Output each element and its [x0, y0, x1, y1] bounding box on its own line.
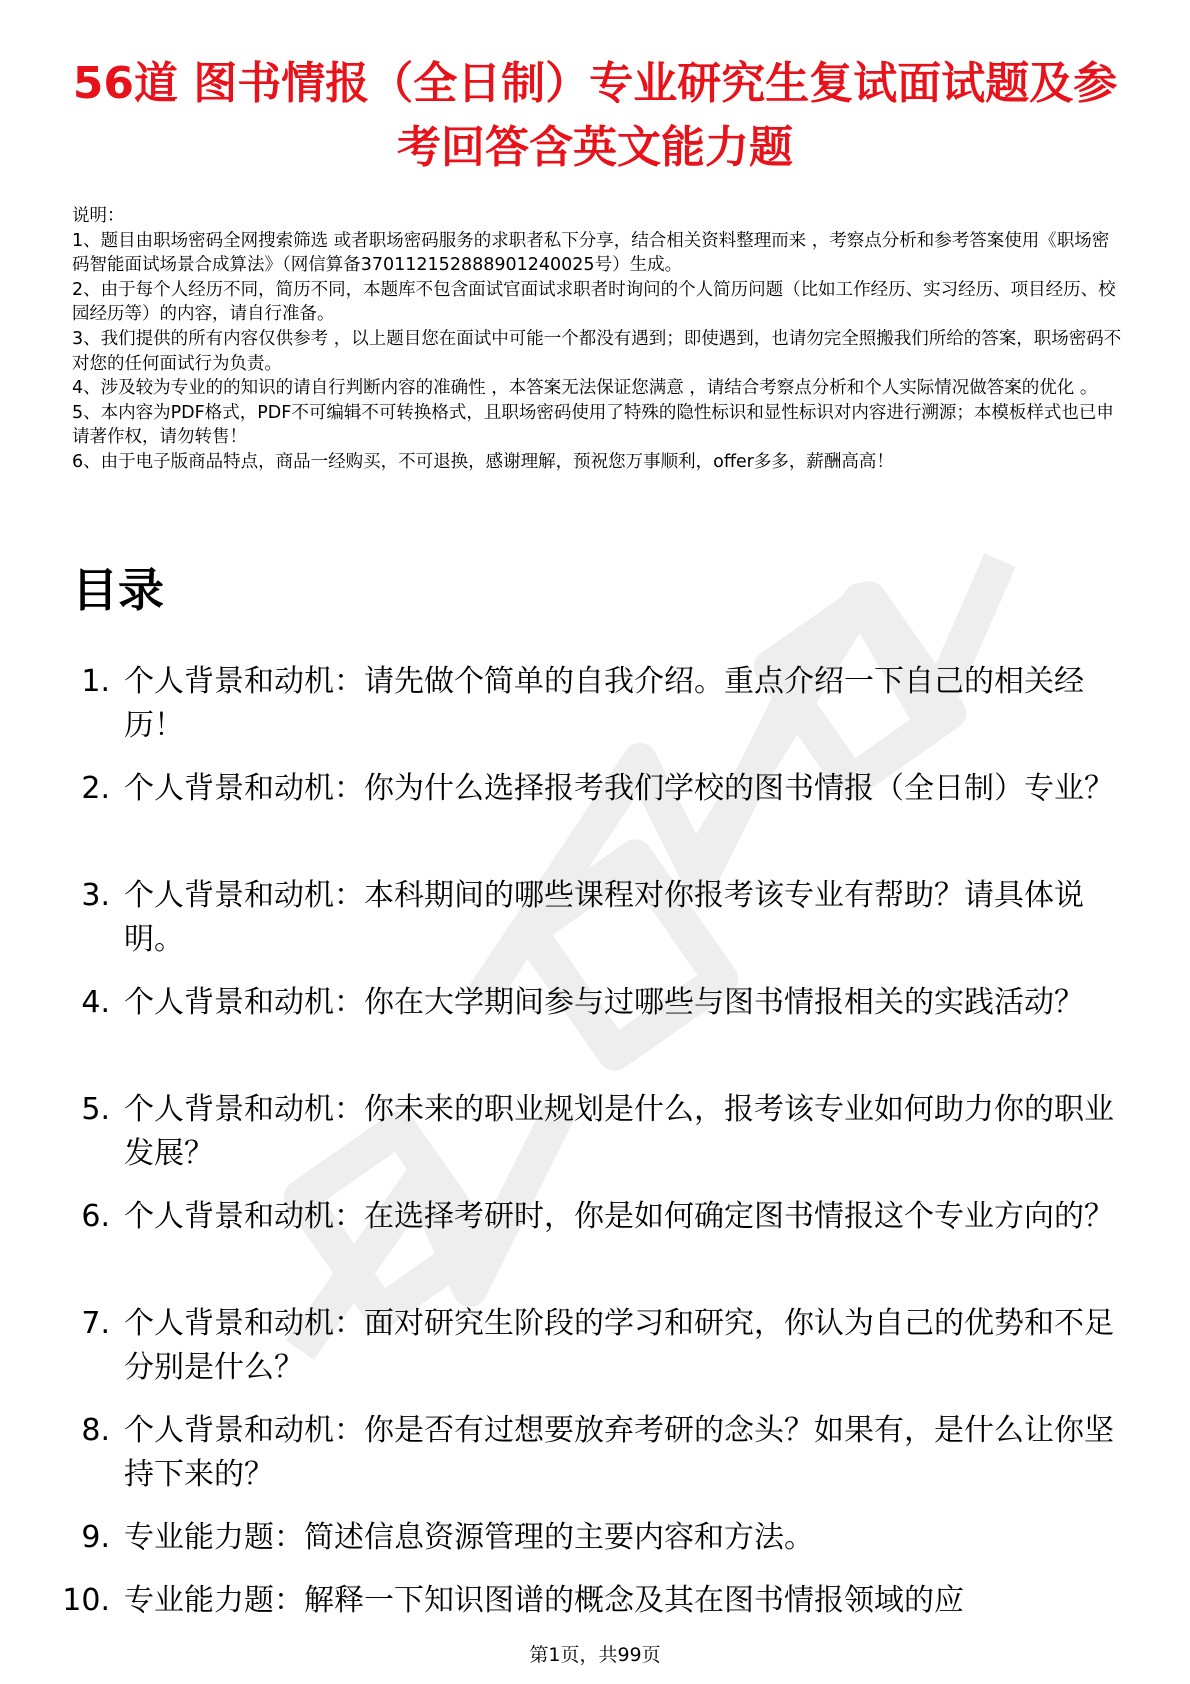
- toc-heading: 目录: [72, 563, 164, 617]
- toc-item-number: 7.: [81, 1306, 110, 1341]
- note-item: 6、由于电子版商品特点，商品一经购买，不可退换，感谢理解，预祝您万事顺利，offer多多，薪酬高高！: [72, 451, 894, 472]
- toc-item-number: 5.: [81, 1092, 110, 1127]
- toc-item-text: 个人背景和动机：在选择考研时，你是如何确定图书情报这个专业方向的？: [124, 1199, 1114, 1234]
- toc-item[interactable]: [60, 1579, 1120, 1623]
- toc-item-text: 个人背景和动机：本科期间的哪些课程对你报考该专业有帮助？请具体说明。: [124, 878, 1084, 957]
- toc-item[interactable]: [60, 660, 1120, 748]
- toc-item-number: 3.: [81, 878, 110, 913]
- note-item: 2、由于每个人经历不同，简历不同，本题库不包含面试官面试求职者时询问的个人简历问题（比如工作经历、实习经历、项目经历、校园经历等）的内容，请自行准备。: [72, 279, 1116, 325]
- toc-item-number: 8.: [81, 1413, 110, 1448]
- toc-item-text: 专业能力题：简述信息资源管理的主要内容和方法。: [124, 1520, 814, 1555]
- toc-item[interactable]: [60, 1195, 1120, 1283]
- notes-heading: 说明：: [72, 206, 125, 226]
- note-item: 5、本内容为PDF格式，PDF不可编辑不可转换格式，且职场密码使用了特殊的隐性标识和显性标识对内容进行溯源；本模板样式也已申请著作权，请勿转售！: [72, 402, 1114, 448]
- toc-item-text: 个人背景和动机：你为什么选择报考我们学校的图书情报（全日制）专业？: [124, 771, 1114, 806]
- toc-item-text: 个人背景和动机：你未来的职业规划是什么，报考该专业如何助力你的职业发展？: [124, 1092, 1114, 1171]
- toc-item-number: 2.: [81, 771, 110, 806]
- note-item: 3、我们提供的所有内容仅供参考 ，以上题目您在面试中可能一个都没有遇到；即使遇到，也请勿完全照搬我们所给的答案，职场密码不对您的任何面试行为负责。: [72, 328, 1122, 374]
- toc-list: [60, 660, 1120, 1642]
- toc-item-text: 个人背景和动机：你是否有过想要放弃考研的念头？如果有，是什么让你坚持下来的？: [124, 1413, 1114, 1492]
- toc-item-number: 6.: [81, 1199, 110, 1234]
- toc-item[interactable]: [60, 1088, 1120, 1176]
- toc-item-text: 个人背景和动机：面对研究生阶段的学习和研究，你认为自己的优势和不足分别是什么？: [124, 1306, 1114, 1385]
- toc-item-number: 10.: [62, 1583, 110, 1618]
- toc-item-number: 9.: [81, 1520, 110, 1555]
- toc-item[interactable]: [60, 1516, 1120, 1560]
- toc-item-text: 专业能力题：解释一下知识图谱的概念及其在图书情报领域的应: [124, 1583, 964, 1618]
- document-title: 56道 图书情报（全日制）专业研究生复试面试题及参考回答含英文能力题: [72, 58, 1118, 173]
- toc-item-text: 个人背景和动机：请先做个简单的自我介绍。重点介绍一下自己的相关经历！: [124, 664, 1084, 743]
- toc-item[interactable]: [60, 1409, 1120, 1497]
- toc-item-number: 1.: [81, 664, 110, 699]
- toc-item[interactable]: [60, 767, 1120, 855]
- toc-item[interactable]: [60, 981, 1120, 1069]
- notes-section: [72, 204, 1122, 475]
- toc-item-text: 个人背景和动机：你在大学期间参与过哪些与图书情报相关的实践活动？: [124, 985, 1084, 1020]
- toc-item[interactable]: [60, 1302, 1120, 1390]
- note-item: 1、题目由职场密码全网搜索筛选 或者职场密码服务的求职者私下分享，结合相关资料整理而来 ，考察点分析和参考答案使用《职场密码智能面试场景合成算法》（网信算备370112152888901240025号）生成。: [72, 230, 1110, 276]
- toc-item-number: 4.: [81, 985, 110, 1020]
- page-footer: 第1页，共99页: [529, 1644, 661, 1666]
- note-item: 4、涉及较为专业的的知识的请自行判断内容的准确性 ，本答案无法保证您满意 ，请结合考察点分析和个人实际情况做答案的优化 。: [72, 378, 1098, 399]
- toc-item[interactable]: [60, 874, 1120, 962]
